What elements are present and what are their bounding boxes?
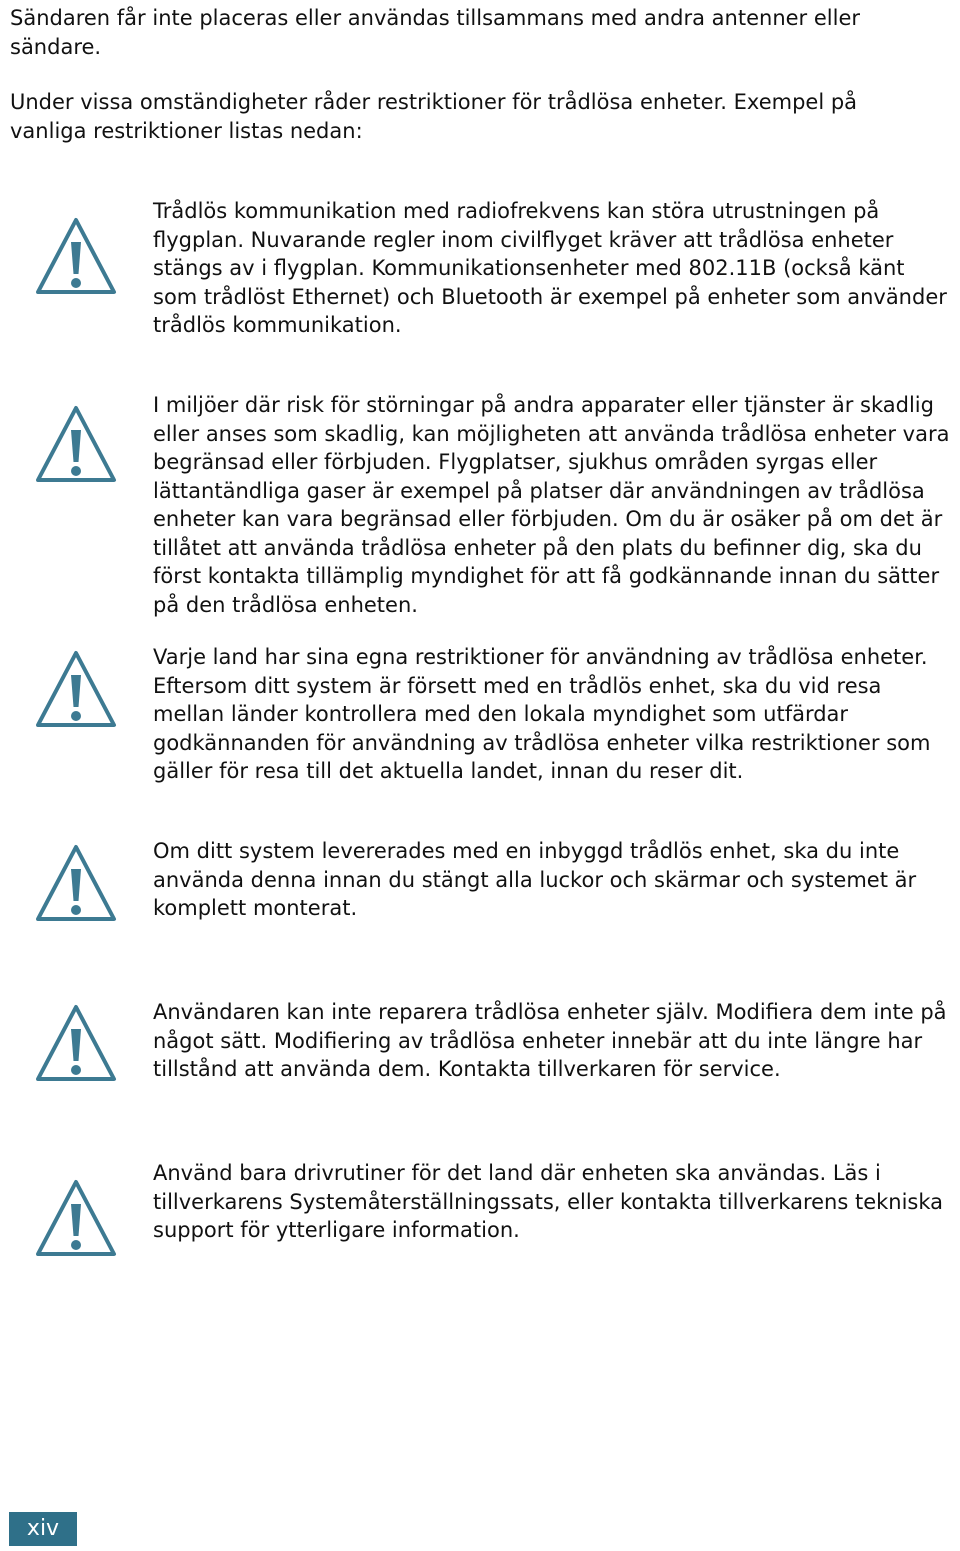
warning-triangle-icon <box>35 649 117 729</box>
warning-text-aircraft: Trådlös kommunikation med radiofrekvens kan störa utrustningen på flygplan. Nuvarande regler inom civilflyget kräver att trådlösa enheter stängs av i flygplan. Kommunikationsenheter med 802.11B (också känt som trådlöst Ethernet) och Bluetooth är exempel på enheter som använder trådlös kommunikation. <box>153 199 947 337</box>
warning-text-interference: I miljöer där risk för störningar på andra apparater eller tjänster är skadlig eller anses som skadlig, kan möjligheten att använda trådlösa enheter vara begränsad eller förbjuden. Flygplatser, sjukhus områden syrgas eller lättantändliga gaser är exempel på platser där användningen av trådlösa enheter kan vara begränsad eller förbjuden. Om du är osäker på om det är tillåtet att använda trådlösa enheter på den plats du befinner dig, ska du först kontakta tillämplig myndighet för att få godkännande innan du sätter på den trådlösa enheten. <box>153 393 950 617</box>
warning-text-drivers: Använd bara drivrutiner för det land där enheten ska användas. Läs i tillverkarens Systemåterställningssats, eller kontakta tillverkarens tekniska support för ytterligare information. <box>153 1161 944 1242</box>
intro-paragraph-1: Sändaren får inte placeras eller användas tillsammans med andra antenner eller sändare. <box>10 6 861 59</box>
warning-triangle-icon <box>35 843 117 923</box>
warning-triangle-icon <box>35 404 117 484</box>
warning-text-travel: Varje land har sina egna restriktioner för användning av trådlösa enheter. Eftersom ditt system är försett med en trådlös enhet, ska du vid resa mellan länder kontrollera med den lokala myndighet som utfärdar godkännanden för användning av trådlösa enheter vilka restriktioner som gäller för resa till det aktuella landet, innan du reser dit. <box>153 645 931 783</box>
warning-text-builtin-device: Om ditt system levererades med en inbyggd trådlös enhet, ska du inte använda denna innan du stängt alla luckor och skärmar och systemet är komplett monterat. <box>153 839 917 920</box>
intro-paragraph-2: Under vissa omständigheter råder restriktioner för trådlösa enheter. Exempel på vanliga restriktioner listas nedan: <box>10 90 858 143</box>
warning-triangle-icon <box>35 216 117 296</box>
warning-triangle-icon <box>35 1003 117 1083</box>
warning-triangle-icon <box>35 1178 117 1258</box>
page-number-badge: xiv <box>9 1512 77 1546</box>
warning-text-repair: Användaren kan inte reparera trådlösa enheter själv. Modifiera dem inte på något sätt. Modifiering av trådlösa enheter innebär att du inte längre har tillstånd att använda dem. Kontakta tillverkaren för service. <box>153 1000 947 1081</box>
